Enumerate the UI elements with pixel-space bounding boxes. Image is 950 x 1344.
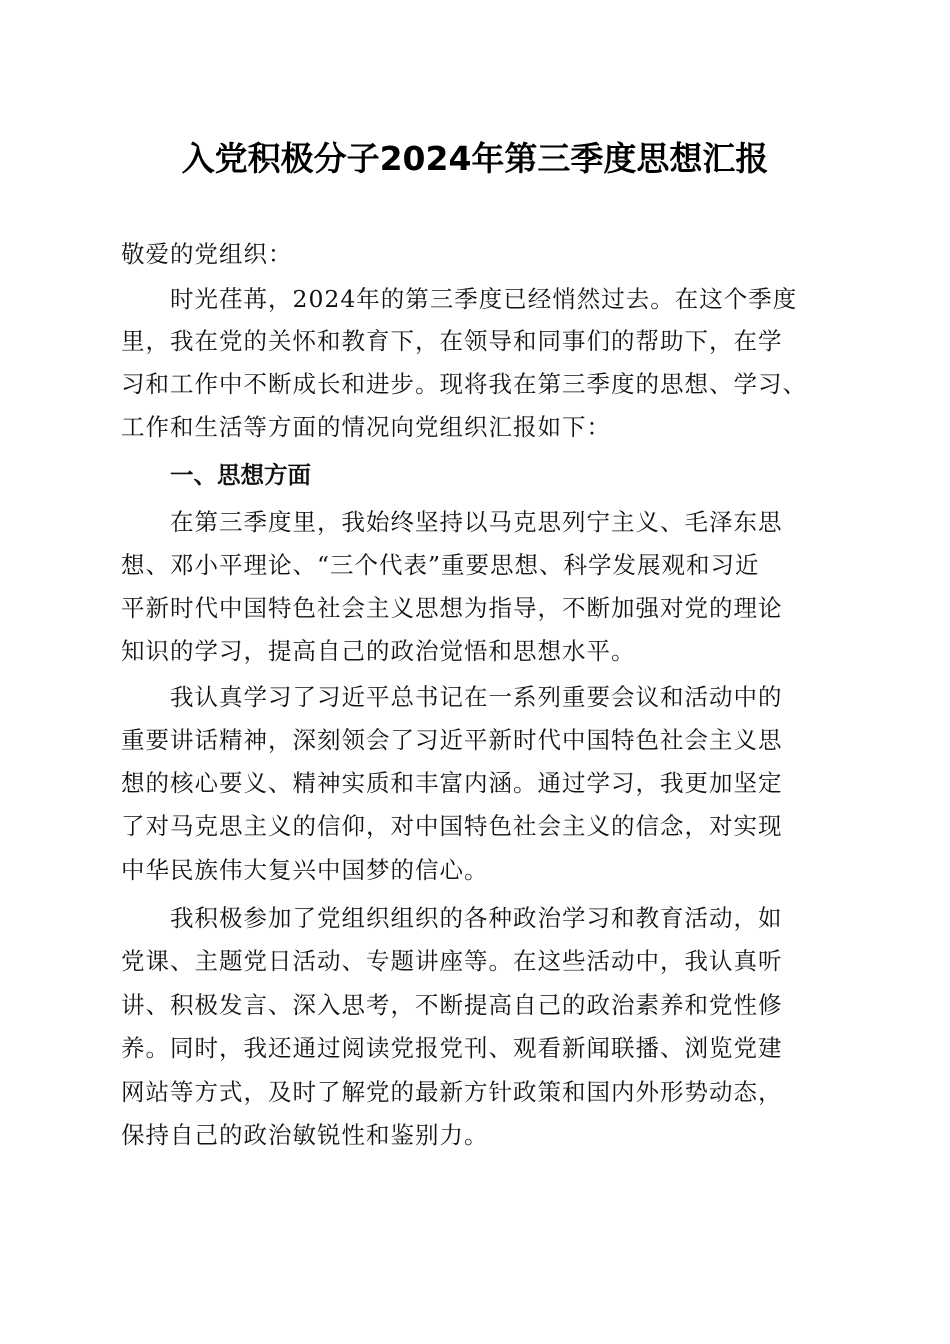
body-line: 想的核心要义、精神实质和丰富内涵。通过学习，我更加坚定 [121, 769, 783, 797]
body-line: 保持自己的政治敏锐性和鉴别力。 [121, 1121, 489, 1149]
body-line: 了对马克思主义的信仰，对中国特色社会主义的信念，对实现 [121, 812, 783, 840]
body-line: 习和工作中不断成长和进步。现将我在第三季度的思想、学习、 [121, 370, 807, 398]
body-line: 网站等方式，及时了解党的最新方针政策和国内外形势动态， [121, 1078, 783, 1106]
body-line: 养。同时，我还通过阅读党报党刊、观看新闻联播、浏览党建 [121, 1034, 783, 1062]
document-title: 入党积极分子2024年第三季度思想汇报 [181, 139, 769, 178]
body-line: 在第三季度里，我始终坚持以马克思列宁主义、毛泽东思 [170, 508, 783, 536]
body-line: 知识的学习，提高自己的政治觉悟和思想水平。 [121, 637, 636, 665]
salutation: 敬爱的党组织： [121, 240, 293, 268]
body-line: 我认真学习了习近平总书记在一系列重要会议和活动中的 [170, 683, 783, 711]
body-line: 工作和生活等方面的情况向党组织汇报如下： [121, 413, 611, 441]
body-line: 想、邓小平理论、“三个代表”重要思想、科学发展观和习近 [121, 551, 760, 579]
body-line: 党课、主题党日活动、专题讲座等。在这些活动中，我认真听 [121, 947, 783, 975]
body-line: 讲、积极发言、深入思考，不断提高自己的政治素养和党性修 [121, 991, 783, 1019]
body-line: 重要讲话精神，深刻领会了习近平新时代中国特色社会主义思 [121, 726, 783, 754]
body-line: 我积极参加了党组织组织的各种政治学习和教育活动，如 [170, 904, 783, 932]
body-line: 平新时代中国特色社会主义思想为指导，不断加强对党的理论 [121, 594, 783, 622]
body-line: 中华民族伟大复兴中国梦的信心。 [121, 856, 489, 884]
body-line: 里，我在党的关怀和教育下，在领导和同事们的帮助下，在学 [121, 327, 783, 355]
body-line: 时光荏苒，2024年的第三季度已经悄然过去。在这个季度 [170, 285, 798, 313]
section-heading: 一、思想方面 [170, 461, 311, 489]
